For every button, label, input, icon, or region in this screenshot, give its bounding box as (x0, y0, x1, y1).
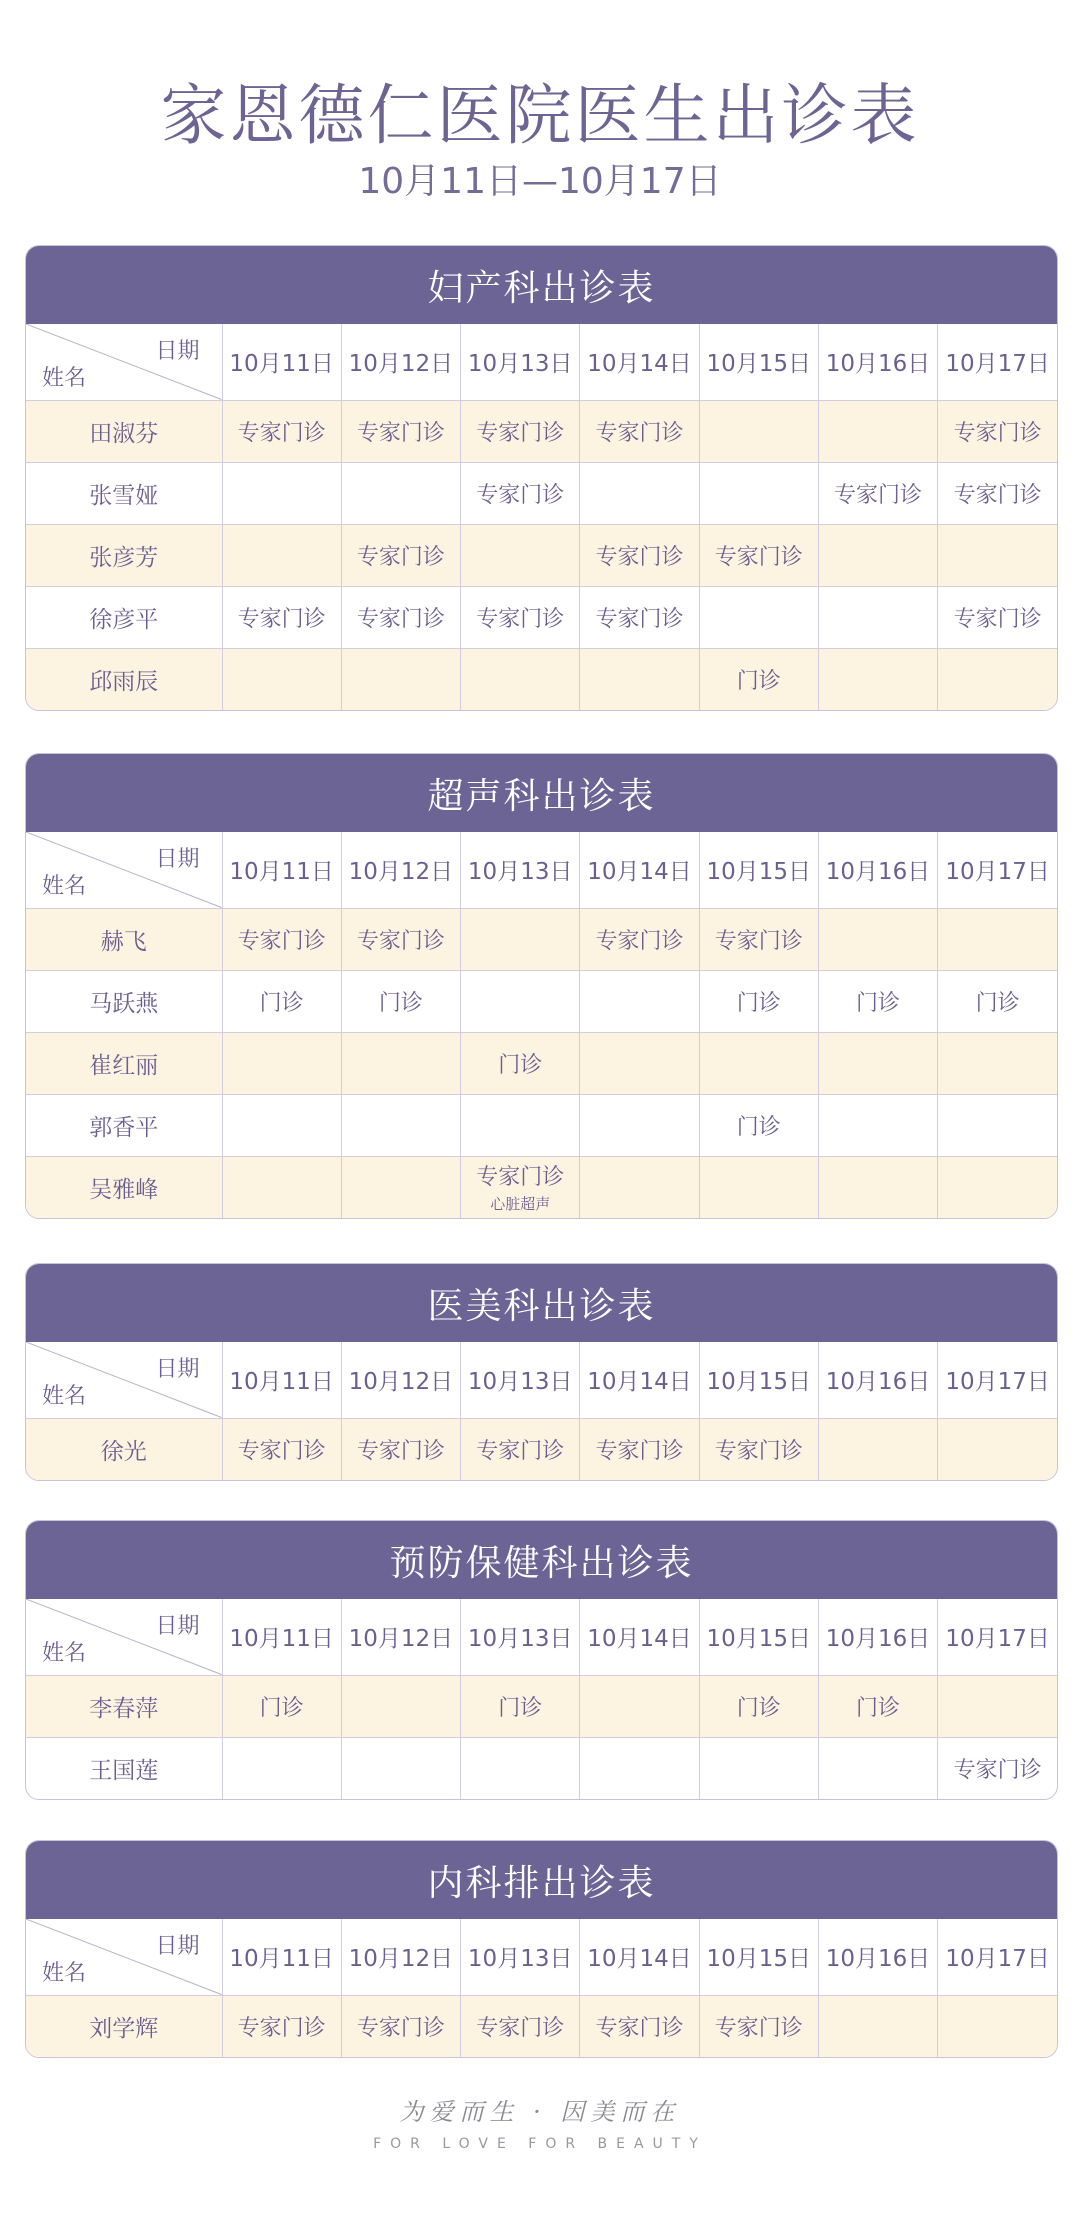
date-header: 10月14日 (580, 1342, 699, 1418)
schedule-cell (818, 586, 937, 648)
clinic-type: 门诊 (856, 1695, 901, 1721)
clinic-type: 门诊 (856, 990, 901, 1016)
clinic-type: 专家门诊 (595, 2015, 684, 2041)
schedule-grid (26, 1599, 1057, 1799)
date-header: 10月11日 (222, 324, 341, 400)
schedule-cell (699, 648, 818, 710)
schedule-cell (818, 970, 937, 1032)
schedule-cell (699, 908, 818, 970)
footer-slogan-en: FOR LOVE FOR BEAUTY (373, 2136, 707, 2152)
schedule-cell (938, 1032, 1057, 1094)
schedule-cell (580, 1675, 699, 1737)
schedule-cell (699, 586, 818, 648)
schedule-cell (222, 1094, 341, 1156)
doctor-row (26, 1094, 1057, 1156)
table-title: 预防保健科出诊表 (26, 1521, 1057, 1599)
date-header: 10月17日 (938, 324, 1057, 400)
schedule-cell (938, 908, 1057, 970)
date-header: 10月17日 (938, 1599, 1057, 1675)
date-header: 10月11日 (222, 1599, 341, 1675)
clinic-type: 专家门诊 (953, 420, 1042, 446)
date-header: 10月13日 (461, 1919, 580, 1995)
clinic-type: 专家门诊 (953, 1757, 1042, 1783)
schedule-cell (580, 524, 699, 586)
date-header: 10月16日 (818, 1342, 937, 1418)
doctor-row (26, 970, 1057, 1032)
schedule-cell (341, 908, 460, 970)
doctor-name: 徐光 (26, 1418, 222, 1480)
schedule-cell (818, 648, 937, 710)
schedule-cell (222, 1156, 341, 1218)
schedule-cell (818, 1032, 937, 1094)
schedule-cell (341, 1032, 460, 1094)
schedule-cell (818, 1737, 937, 1799)
table-title: 超声科出诊表 (26, 754, 1057, 832)
schedule-cell (938, 648, 1057, 710)
clinic-type: 专家门诊 (237, 2015, 326, 2041)
schedule-cell (938, 1995, 1057, 2057)
date-header: 10月13日 (461, 1599, 580, 1675)
doctor-row (26, 586, 1057, 648)
date-header: 10月14日 (580, 1599, 699, 1675)
clinic-type: 专家门诊 (714, 544, 803, 570)
clinic-type: 专家门诊 (356, 606, 445, 632)
schedule-cell (580, 1032, 699, 1094)
clinic-type: 专家门诊 (237, 928, 326, 954)
schedule-table (25, 1263, 1058, 1481)
doctor-row (26, 400, 1057, 462)
date-header: 10月15日 (699, 1342, 818, 1418)
schedule-cell (341, 1156, 460, 1218)
doctor-name: 赫飞 (26, 908, 222, 970)
date-header: 10月16日 (818, 324, 937, 400)
clinic-type: 门诊 (498, 1052, 543, 1078)
clinic-type: 专家门诊 (834, 482, 923, 508)
schedule-cell (222, 970, 341, 1032)
doctor-row (26, 1032, 1057, 1094)
schedule-cell (580, 586, 699, 648)
clinic-type: 专家门诊 (476, 1165, 565, 1191)
doctor-name: 邱雨辰 (26, 648, 222, 710)
doctor-row (26, 1995, 1057, 2057)
schedule-cell (461, 586, 580, 648)
table-title: 医美科出诊表 (26, 1264, 1057, 1342)
schedule-cell (699, 524, 818, 586)
clinic-type: 专家门诊 (356, 928, 445, 954)
schedule-cell (341, 1995, 460, 2057)
schedule-cell (938, 462, 1057, 524)
clinic-type: 门诊 (378, 990, 423, 1016)
schedule-cell (818, 400, 937, 462)
schedule-cell (341, 524, 460, 586)
schedule-cell (461, 1675, 580, 1737)
schedule-cell (222, 648, 341, 710)
schedule-cell (461, 524, 580, 586)
schedule-cell (341, 648, 460, 710)
clinic-type: 专家门诊 (356, 420, 445, 446)
schedule-cell (938, 1737, 1057, 1799)
schedule-table (25, 245, 1058, 711)
footer-slogan: 为爱而生 · 因美而在 (399, 2098, 681, 2126)
schedule-cell (341, 462, 460, 524)
date-header: 10月16日 (818, 832, 937, 908)
header-date-label: 日期 (155, 847, 200, 872)
date-header: 10月14日 (580, 1919, 699, 1995)
doctor-name: 崔红丽 (26, 1032, 222, 1094)
clinic-type: 专家门诊 (237, 1438, 326, 1464)
clinic-type: 专家门诊 (356, 544, 445, 570)
schedule-cell (818, 908, 937, 970)
date-header: 10月12日 (341, 324, 460, 400)
schedule-cell (699, 1737, 818, 1799)
schedule-cell (818, 524, 937, 586)
doctor-row (26, 1156, 1057, 1218)
doctor-row (26, 524, 1057, 586)
clinic-type: 门诊 (736, 990, 781, 1016)
date-header: 10月11日 (222, 1342, 341, 1418)
clinic-type: 专家门诊 (714, 2015, 803, 2041)
schedule-cell (818, 1418, 937, 1480)
schedule-cell (461, 1737, 580, 1799)
date-header: 10月11日 (222, 832, 341, 908)
schedule-cell (938, 400, 1057, 462)
clinic-type: 专家门诊 (237, 420, 326, 446)
doctor-name: 徐彦平 (26, 586, 222, 648)
schedule-cell (222, 1418, 341, 1480)
schedule-table (25, 1840, 1058, 2058)
schedule-cell (222, 1675, 341, 1737)
schedule-cell (461, 1156, 580, 1218)
clinic-type: 专家门诊 (476, 420, 565, 446)
doctor-name: 王国莲 (26, 1737, 222, 1799)
schedule-cell (461, 970, 580, 1032)
doctor-name: 刘学辉 (26, 1995, 222, 2057)
schedule-grid (26, 832, 1057, 1218)
corner-header-cell (26, 1342, 222, 1418)
schedule-cell (341, 1418, 460, 1480)
clinic-type: 门诊 (736, 1114, 781, 1140)
schedule-cell (580, 1094, 699, 1156)
schedule-grid (26, 324, 1057, 710)
doctor-row (26, 908, 1057, 970)
clinic-type: 专家门诊 (714, 1438, 803, 1464)
schedule-cell (222, 1737, 341, 1799)
schedule-cell (461, 1418, 580, 1480)
doctor-name: 张雪娅 (26, 462, 222, 524)
schedule-cell (938, 1675, 1057, 1737)
schedule-table (25, 753, 1058, 1219)
date-header: 10月16日 (818, 1599, 937, 1675)
date-header: 10月16日 (818, 1919, 937, 1995)
clinic-type: 专家门诊 (476, 606, 565, 632)
schedule-cell (461, 648, 580, 710)
corner-header-cell (26, 1919, 222, 1995)
clinic-type: 门诊 (498, 1695, 543, 1721)
date-header: 10月12日 (341, 832, 460, 908)
schedule-cell (938, 524, 1057, 586)
header-name-label: 姓名 (42, 1960, 87, 1986)
schedule-cell (461, 462, 580, 524)
schedule-cell (818, 1675, 937, 1737)
schedule-cell (818, 1094, 937, 1156)
doctor-row (26, 648, 1057, 710)
schedule-cell (699, 462, 818, 524)
header-name-label: 姓名 (42, 873, 87, 899)
schedule-cell (341, 1094, 460, 1156)
doctor-name: 郭香平 (26, 1094, 222, 1156)
date-header: 10月12日 (341, 1342, 460, 1418)
doctor-name: 李春萍 (26, 1675, 222, 1737)
clinic-note: 心脏超声 (490, 1195, 551, 1214)
header-name-label: 姓名 (42, 365, 87, 391)
doctor-name: 吴雅峰 (26, 1156, 222, 1218)
date-header: 10月13日 (461, 1342, 580, 1418)
schedule-cell (699, 1995, 818, 2057)
clinic-type: 门诊 (736, 1695, 781, 1721)
date-header: 10月14日 (580, 324, 699, 400)
clinic-type: 门诊 (259, 990, 304, 1016)
clinic-type: 专家门诊 (595, 420, 684, 446)
schedule-cell (699, 1156, 818, 1218)
schedule-cell (222, 400, 341, 462)
header-date-label: 日期 (155, 1614, 200, 1639)
header-date-label: 日期 (155, 1357, 200, 1382)
date-header: 10月13日 (461, 324, 580, 400)
doctor-row (26, 1418, 1057, 1480)
date-header: 10月17日 (938, 1919, 1057, 1995)
schedule-cell (818, 462, 937, 524)
schedule-cell (699, 970, 818, 1032)
schedule-cell (222, 462, 341, 524)
clinic-type: 专家门诊 (953, 482, 1042, 508)
schedule-cell (699, 1094, 818, 1156)
schedule-cell (461, 1032, 580, 1094)
table-title: 妇产科出诊表 (26, 246, 1057, 324)
clinic-type: 专家门诊 (476, 482, 565, 508)
clinic-type: 专家门诊 (356, 1438, 445, 1464)
header-date-label: 日期 (155, 1934, 200, 1959)
clinic-type: 专家门诊 (595, 544, 684, 570)
corner-header-cell (26, 1599, 222, 1675)
doctor-name: 马跃燕 (26, 970, 222, 1032)
schedule-cell (341, 586, 460, 648)
clinic-type: 专家门诊 (476, 1438, 565, 1464)
schedule-cell (580, 462, 699, 524)
schedule-cell (580, 648, 699, 710)
doctor-row (26, 1737, 1057, 1799)
doctor-row (26, 1675, 1057, 1737)
schedule-cell (699, 1675, 818, 1737)
date-header: 10月13日 (461, 832, 580, 908)
schedule-cell (580, 400, 699, 462)
doctor-name: 田淑芬 (26, 400, 222, 462)
schedule-cell (222, 524, 341, 586)
schedule-cell (699, 1032, 818, 1094)
schedule-cell (222, 1032, 341, 1094)
schedule-cell (818, 1995, 937, 2057)
date-header: 10月15日 (699, 1919, 818, 1995)
schedule-cell (222, 908, 341, 970)
clinic-type: 专家门诊 (595, 1438, 684, 1464)
schedule-cell (938, 1094, 1057, 1156)
header-name-label: 姓名 (42, 1383, 87, 1409)
doctor-name: 张彦芳 (26, 524, 222, 586)
page-title: 家恩德仁医院医生出诊表 (160, 77, 920, 154)
doctor-row (26, 462, 1057, 524)
corner-header-cell (26, 832, 222, 908)
date-header: 10月17日 (938, 832, 1057, 908)
schedule-cell (222, 586, 341, 648)
date-header: 10月15日 (699, 324, 818, 400)
schedule-cell (699, 1418, 818, 1480)
clinic-type: 专家门诊 (714, 928, 803, 954)
header-name-label: 姓名 (42, 1640, 87, 1666)
schedule-cell (580, 970, 699, 1032)
schedule-cell (699, 400, 818, 462)
date-range: 10月11日—10月17日 (358, 161, 722, 202)
schedule-cell (461, 400, 580, 462)
header-date-label: 日期 (155, 339, 200, 364)
schedule-cell (222, 1995, 341, 2057)
schedule-cell (580, 1156, 699, 1218)
schedule-cell (341, 400, 460, 462)
clinic-type: 专家门诊 (595, 928, 684, 954)
clinic-type: 专家门诊 (595, 606, 684, 632)
clinic-type: 门诊 (975, 990, 1020, 1016)
schedule-grid (26, 1342, 1057, 1480)
schedule-cell (580, 1995, 699, 2057)
schedule-cell (461, 1995, 580, 2057)
schedule-cell (580, 908, 699, 970)
schedule-cell (938, 970, 1057, 1032)
date-header: 10月15日 (699, 1599, 818, 1675)
schedule-table (25, 1520, 1058, 1800)
schedule-cell (461, 1094, 580, 1156)
schedule-cell (938, 586, 1057, 648)
date-header: 10月12日 (341, 1919, 460, 1995)
schedule-cell (580, 1737, 699, 1799)
schedule-grid (26, 1919, 1057, 2057)
clinic-type: 门诊 (736, 668, 781, 694)
schedule-cell (461, 908, 580, 970)
clinic-type: 专家门诊 (237, 606, 326, 632)
table-title: 内科排出诊表 (26, 1841, 1057, 1919)
date-header: 10月14日 (580, 832, 699, 908)
schedule-cell (938, 1156, 1057, 1218)
clinic-type: 专家门诊 (476, 2015, 565, 2041)
date-header: 10月11日 (222, 1919, 341, 1995)
clinic-type: 门诊 (259, 1695, 304, 1721)
date-header: 10月12日 (341, 1599, 460, 1675)
schedule-cell (341, 970, 460, 1032)
schedule-cell (341, 1737, 460, 1799)
clinic-type: 专家门诊 (356, 2015, 445, 2041)
schedule-cell (818, 1156, 937, 1218)
schedule-cell (938, 1418, 1057, 1480)
date-header: 10月17日 (938, 1342, 1057, 1418)
schedule-cell (341, 1675, 460, 1737)
corner-header-cell (26, 324, 222, 400)
schedule-cell (580, 1418, 699, 1480)
date-header: 10月15日 (699, 832, 818, 908)
clinic-type: 专家门诊 (953, 606, 1042, 632)
